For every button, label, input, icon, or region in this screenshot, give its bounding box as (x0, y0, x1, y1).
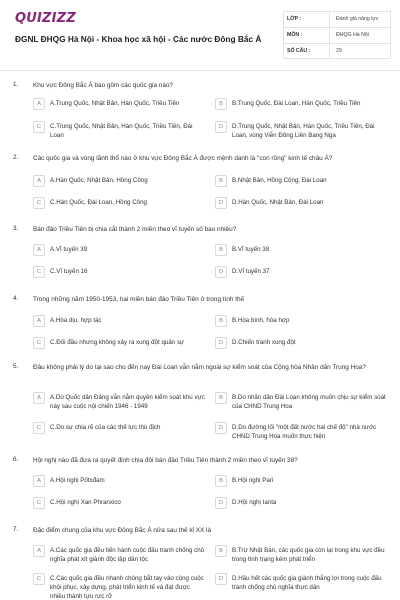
option-text: A.Vĩ tuyến 39 (50, 246, 88, 253)
option-letter: A (33, 315, 45, 327)
question-4 (0, 295, 400, 350)
option-text: D.Vĩ tuyến 37 (232, 268, 270, 275)
question-2 (0, 154, 400, 209)
question-number: 1. (13, 81, 19, 88)
option-text: B.Hòa bình, hòa hợp (232, 317, 290, 324)
info-row-question-count (284, 44, 390, 60)
option-letter: B (215, 175, 227, 187)
question-number: 7. (13, 526, 19, 533)
info-value: ĐHQG Hà Nội (336, 32, 369, 38)
quizizz-logo: QUIZIZZ (15, 11, 76, 26)
question-number: 4. (13, 295, 19, 302)
info-divider (329, 12, 330, 27)
question-1 (0, 81, 400, 141)
option-text: A.Do Quốc dân Đảng vẫn nắm quyền kiểm soát khu vực này sau cuộc nội chiến 1946 - 1949 (50, 394, 205, 410)
option-text: D.Trung Quốc, Nhật Bản, Hàn Quốc, Triều Tiên, Đài Loan, vùng Viễn Đông Liên Bang Nga (232, 123, 375, 139)
question-5 (0, 363, 400, 441)
option-letter: A (33, 545, 45, 557)
question-text: Hội nghị nào đã đưa ra quyết định chia đôi bán đảo Triều Tiên thành 2 miền theo vĩ tuyến 38? (33, 457, 298, 464)
option-text: B.Trung Quốc, Đài Loan, Hàn Quốc, Triều Tiên (232, 100, 361, 107)
option-letter: A (33, 392, 45, 404)
info-label: LỚP : (287, 16, 302, 22)
option-letter: D (215, 121, 227, 133)
question-3 (0, 225, 400, 280)
question-text: Đâu không phải lý do tại sao cho đến nay Đài Loan vẫn nằm ngoài sự kiểm soát của Cộng hòa Nhân dân Trung Hoa? (33, 364, 366, 371)
option-text: D.Hầu hết các quốc gia giành thắng lợi trong cuộc đấu tranh chống chủ nghĩa thực dân (232, 575, 382, 591)
option-text: A.Trung Quốc, Nhật Bản, Hàn Quốc, Triều Tiên (50, 100, 180, 107)
option-text: A.Hội nghị Pốtxđam (50, 477, 105, 484)
option-letter: D (215, 337, 227, 349)
option-letter: B (215, 392, 227, 404)
option-text: A.Các quốc gia đều tiến hành cuộc đấu tranh chống chủ nghĩa phát xít giành độc lập dân tộc (50, 547, 205, 563)
info-row-class (284, 12, 390, 28)
option-letter: A (33, 475, 45, 487)
option-letter: C (33, 497, 45, 509)
option-text: B.Nhật Bản, Hồng Công, Đài Loan (232, 177, 327, 184)
worksheet-header (0, 0, 400, 72)
option-letter: C (33, 197, 45, 209)
option-letter: B (215, 98, 227, 110)
option-letter: A (33, 175, 45, 187)
option-text: A.Hàn Quốc, Nhật Bản, Hồng Công (50, 177, 148, 184)
info-label: SỐ CÂU : (287, 48, 311, 54)
option-text: A.Hòa dịu, hợp tác (50, 317, 102, 324)
option-letter: C (33, 266, 45, 278)
option-letter: C (33, 573, 45, 585)
question-text: Khu vực Đông Bắc Á bao gồm các quốc gia nào? (33, 82, 173, 89)
option-letter: C (33, 121, 45, 133)
option-text: D.Chiến tranh xung đột (232, 339, 296, 346)
option-text: C.Hội nghị Xan Phranxico (50, 499, 121, 506)
info-table (283, 11, 391, 59)
question-number: 6. (13, 456, 19, 463)
question-number: 3. (13, 225, 19, 232)
option-letter: A (33, 244, 45, 256)
option-text: B.Do nhân dân Đài Loan không muốn chịu sự kiểm soát của CHND Trung Hoa (232, 394, 386, 410)
option-text: D.Do đường lối "một đất nước hai chế độ" nhà nước CHND Trung Hoa muốn thực hiện (232, 424, 377, 440)
question-number: 2. (13, 154, 19, 161)
option-text: C.Trung Quốc, Nhật Bản, Hàn Quốc, Triều Tiên, Đài Loan (50, 123, 193, 139)
option-text: C.Các quốc gia đều nhanh chóng bắt tay vào công cuộc khôi phục, xây dựng, phát triển kinh tế và đạt được nhiều thành tựu rực rỡ (50, 575, 204, 600)
option-letter: D (215, 573, 227, 585)
info-value: 29 (336, 48, 342, 54)
question-7 (0, 526, 400, 600)
option-text: C.Do sự chia rẽ của các thế lực thù địch (50, 424, 161, 431)
option-letter: B (215, 475, 227, 487)
info-row-subject (284, 28, 390, 44)
option-letter: B (215, 545, 227, 557)
option-letter: B (215, 315, 227, 327)
info-value: Đánh giá năng lực (336, 16, 379, 22)
option-letter: B (215, 244, 227, 256)
option-text: C.Vĩ tuyến 16 (50, 268, 88, 275)
option-letter: D (215, 497, 227, 509)
option-text: B.Trừ Nhật Bản, các quốc gia còn lại trong khu vực đều trong tình trạng kém phát triển (232, 547, 385, 563)
option-letter: C (33, 422, 45, 434)
info-label: MÔN : (287, 32, 303, 38)
option-text: C.Đối đầu nhưng không xảy ra xung đột quân sự (50, 339, 185, 346)
option-text: C.Hàn Quốc, Đài Loan, Hồng Công (50, 199, 147, 206)
question-number: 5. (13, 363, 19, 370)
option-letter: D (215, 422, 227, 434)
option-letter: D (215, 197, 227, 209)
option-letter: D (215, 266, 227, 278)
header-divider (0, 70, 400, 71)
option-letter: A (33, 98, 45, 110)
question-text: Các quốc gia và vùng lãnh thổ nào ở khu vực Đông Bắc Á được mệnh danh là "con rồng" kinh tế châu Á? (33, 155, 333, 162)
question-text: Bán đảo Triều Tiên bị chia cắt thành 2 miền theo vĩ tuyến số bao nhiêu? (33, 226, 237, 233)
option-text: D.Hội nghị Ianta (232, 499, 277, 506)
page-title: ĐGNL ĐHQG Hà Nội - Khoa học xã hội - Các nước Đông Bắc Á (15, 34, 262, 44)
question-text: Đặc điểm chung của khu vực Đông Bắc Á nửa sau thế kỉ XX là (33, 527, 212, 534)
option-letter: C (33, 337, 45, 349)
question-text: Trong những năm 1950-1953, hai miền bán đảo Triều Tiên ở trong tình thế (33, 296, 245, 303)
info-divider (329, 44, 330, 59)
option-text: B.Hội nghị Pari (232, 477, 274, 484)
option-text: D.Hàn Quốc, Nhật Bản, Đài Loan (232, 199, 324, 206)
option-text: B.Vĩ tuyến 38 (232, 246, 270, 253)
question-6 (0, 456, 400, 511)
info-divider (329, 28, 330, 43)
